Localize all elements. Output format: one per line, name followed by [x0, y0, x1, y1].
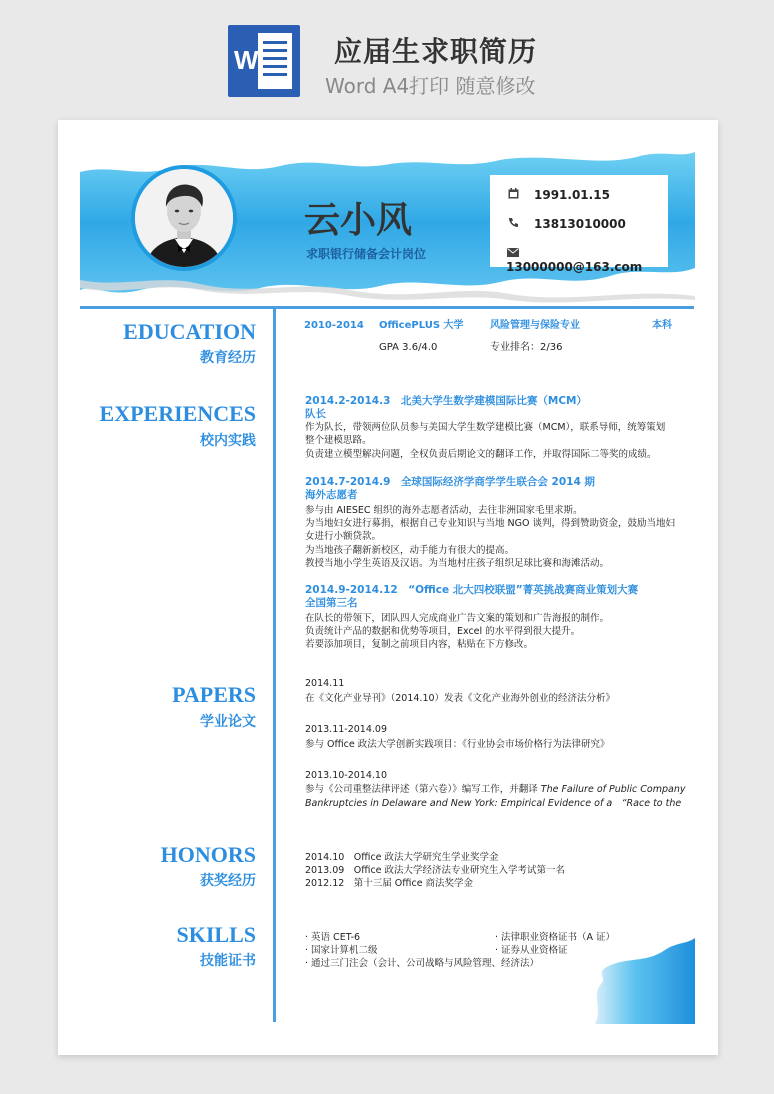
- honor-item: 2012.12 第十三届 Office 商法奖学金: [305, 878, 474, 889]
- paper-1-date: 2014.11: [305, 678, 345, 689]
- paper-1-text: 在《文化产业导刊》（2014.10）发表《文化产业海外创业的经济法分析》: [305, 693, 616, 704]
- honor-item: 2014.10 Office 政法大学研究生学业奖学金: [305, 852, 499, 863]
- word-letter: W: [234, 45, 259, 75]
- horizontal-divider: [80, 306, 694, 309]
- candidate-name: 云小风: [304, 200, 413, 241]
- papers-subheading: 学业论文: [200, 714, 256, 730]
- experience-2-line: 为当地孩子翻新新校区，动手能力有很大的提高。: [305, 545, 515, 556]
- education-degree: 本科: [652, 320, 672, 331]
- skill-item: · 法律职业资格证书（A 证）: [495, 932, 616, 943]
- calendar-icon: [506, 188, 520, 202]
- experience-1-line: 整个建模思路。: [305, 435, 372, 446]
- skills-heading: SKILLS: [176, 922, 256, 947]
- skills-subheading: 技能证书: [200, 953, 256, 969]
- birth-row: [506, 188, 610, 202]
- honors-subheading: 获奖经历: [200, 873, 256, 889]
- experience-3-line: 若要添加项目，复制之前项目内容，粘贴在下方修改。: [305, 639, 534, 650]
- portrait-icon: [135, 169, 233, 267]
- experience-1-line: 负责建立模型解决问题，全权负责后期论文的翻译工作，并取得国际二等奖的成绩。: [305, 449, 657, 460]
- top-header: [0, 0, 774, 110]
- paper-3-line: [305, 783, 686, 796]
- paper-3-date: 2013.10-2014.10: [305, 770, 387, 781]
- skill-item: · 英语 CET-6: [305, 932, 361, 943]
- education-rank: 专业排名：2/36: [490, 342, 563, 353]
- page-title: 应届生求职简历: [334, 35, 538, 68]
- experience-2-line: 女进行小额贷款。: [305, 531, 382, 542]
- email-row: [506, 246, 668, 274]
- experience-2-role: 海外志愿者: [305, 489, 358, 501]
- experiences-heading: EXPERIENCES: [99, 401, 256, 426]
- skill-item: · 国家计算机二级: [305, 945, 378, 956]
- birth-date: 1991.01.15: [534, 188, 610, 202]
- avatar: [131, 165, 237, 271]
- experience-1-line: 作为队长，带领两位队员参与美国大学生数学建模比赛（MCM），联系导师，统筹策划: [305, 422, 666, 433]
- word-icon: [228, 25, 300, 97]
- experience-1-role: 队长: [305, 408, 326, 420]
- job-target: 求职银行储备会计岗位: [306, 247, 427, 261]
- skill-item: · 通过三门注会（会计、公司战略与风险管理、经济法）: [305, 958, 540, 969]
- paper-2-date: 2013.11-2014.09: [305, 724, 387, 735]
- paper-3-text: 参与《公司重整法律评述（第六卷）》编写工作，并翻译: [305, 784, 541, 795]
- experiences-subheading: 校内实践: [200, 433, 256, 449]
- honors-heading: HONORS: [160, 842, 256, 867]
- experience-2-head: 2014.7-2014.9 全球国际经济学商学学生联合会 2014 期: [305, 476, 595, 488]
- phone-number: 13813010000: [534, 217, 626, 231]
- education-major: 风险管理与保险专业: [490, 320, 580, 331]
- experience-2-line: 为当地妇女进行募捐，根据自己专业知识与当地 NGO 谈判，得到赞助资金，鼓励当地妇: [305, 518, 675, 529]
- experience-3-line: 在队长的带领下，团队四人完成商业广告文案的策划和广告海报的制作。: [305, 613, 610, 624]
- experience-2-line: 参与由 AIESEC 组织的海外志愿者活动，去往非洲国家毛里求斯。: [305, 505, 583, 516]
- page-subtitle: Word A4打印 随意修改: [325, 74, 536, 98]
- experience-2-line: 教授当地小学生英语及汉语。为当地村庄孩子组织足球比赛和海滩活动。: [305, 558, 610, 569]
- contact-card: [490, 175, 668, 274]
- resume-page: [58, 120, 718, 1055]
- experience-3-head: 2014.9-2014.12 “Office 北大四校联盟”菁英挑战赛商业策划大赛: [305, 584, 639, 596]
- paper-3-line: Bankruptcies in Delaware and New York: Empirical Evidence of a “Race to the: [305, 798, 682, 809]
- education-subheading: 教育经历: [200, 350, 256, 366]
- phone-row: [506, 217, 626, 231]
- corner-brush: [585, 938, 695, 1024]
- experience-1-head: 2014.2-2014.3 北美大学生数学建模国际比赛（MCM）: [305, 395, 587, 407]
- honor-item: 2013.09 Office 政法大学经济法专业研究生入学考试第一名: [305, 865, 566, 876]
- email-address: 13000000@163.com: [506, 260, 643, 274]
- education-school: OfficePLUS 大学: [379, 320, 464, 331]
- paper-3-title: The Failure of Public Company: [540, 784, 686, 795]
- education-gpa: GPA 3.6/4.0: [379, 342, 438, 353]
- skill-item: · 证券从业资格证: [495, 945, 568, 956]
- papers-heading: PAPERS: [172, 682, 256, 707]
- paper-2-text: 参与 Office 政法大学创新实践项目：《行业协会市场价格行为法律研究》: [305, 739, 610, 750]
- experience-3-role: 全国第三名: [305, 597, 358, 609]
- phone-icon: [506, 217, 520, 231]
- mail-icon: [506, 246, 520, 260]
- education-heading: EDUCATION: [123, 319, 256, 344]
- vertical-divider: [273, 306, 276, 1022]
- education-period: 2010-2014: [304, 320, 364, 331]
- experience-3-line: 负责统计产品的数据和优势等项目，Excel 的水平得到很大提升。: [305, 626, 581, 637]
